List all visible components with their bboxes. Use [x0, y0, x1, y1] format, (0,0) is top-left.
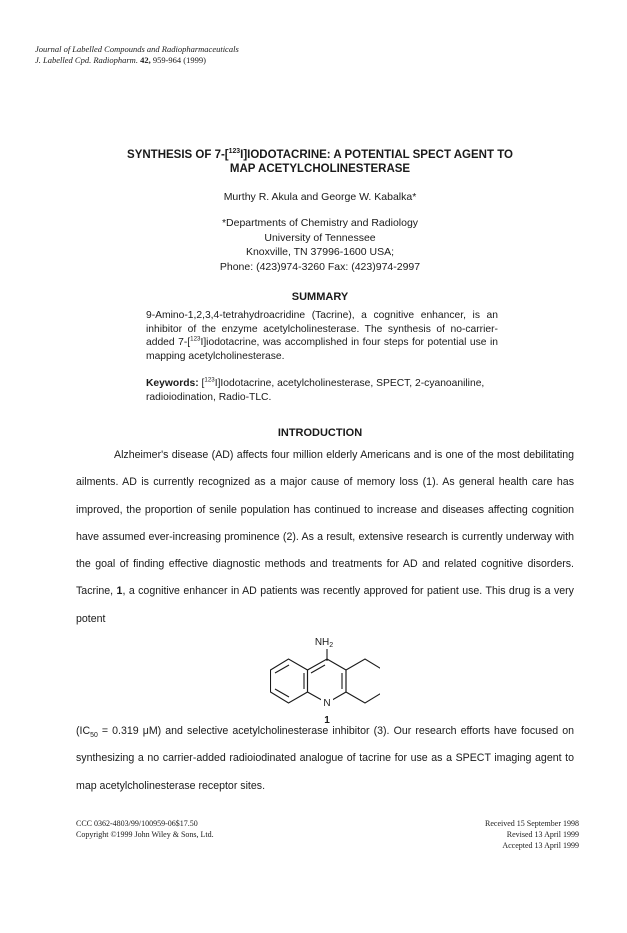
summary-isotope: 123	[190, 335, 201, 343]
footer-right	[485, 818, 579, 851]
nitrogen-label: N	[323, 698, 331, 709]
ccc-code: CCC 0362-4803/99/100959-06$17.50	[76, 819, 198, 828]
intro-paragraph-2	[76, 718, 574, 800]
title-line-1	[80, 148, 560, 162]
tacrine-structure	[270, 636, 380, 726]
summary-text-a: 9-Amino-1,2,3,4-tetrahydroacridine (Tacrine), a cognitive enhancer, is an inhibitor of the enzyme acetylcholinesterase. The synthesis of no-carrier-added 7-[	[146, 310, 498, 348]
journal-abbrev: J. Labelled Cpd. Radiopharm.	[35, 55, 138, 65]
compound-number: 1	[324, 715, 330, 726]
journal-volume: 42,	[140, 55, 151, 65]
received-date: Received 15 September 1998	[485, 819, 579, 828]
para1-text-a: Alzheimer's disease (AD) affects four million elderly Americans and is one of the most debilitating ailments. AD is currently recognized as a major cause of memory loss (1). As general health care has improved, the proportion of senile population has continued to increase and diseases affecting cognition have assumed ever-increasing prominence (2). As a result, extensive research is currently underway with the goal of finding effective diagnostic methods and treatments for AD and related cognitive disorders. Tacrine,	[76, 449, 574, 598]
journal-header	[35, 44, 239, 66]
footer-left	[76, 818, 214, 840]
copyright: Copyright ©1999 John Wiley & Sons, Ltd.	[76, 830, 214, 839]
journal-pages-year: 959-964 (1999)	[152, 55, 206, 65]
para2-text-b: = 0.319 μM) and selective acetylcholinesterase inhibitor (3). Our research efforts have focused on synthesizing a no carrier-added radioiodinated analogue of tacrine for use as a SPECT imaging agent to map acetylcholinesterase receptor sites.	[76, 725, 574, 792]
ic50-subscript: 50	[90, 732, 98, 740]
keywords-label: Keywords:	[146, 378, 199, 389]
summary-text	[146, 309, 498, 363]
title-line-2: MAP ACETYLCHOLINESTERASE	[229, 163, 411, 175]
ring-bonds	[271, 659, 381, 703]
title-prefix: SYNTHESIS OF 7-[	[127, 149, 229, 161]
summary-text-b: I]iodotacrine, was accomplished in four steps for potential use in mapping acetylcholinesterase.	[146, 337, 498, 362]
para2-text-a: (IC	[76, 725, 91, 737]
paper-title	[80, 148, 560, 176]
intro-paragraph-1	[76, 442, 574, 633]
compound-ref: 1	[116, 585, 123, 598]
introduction-heading: INTRODUCTION	[277, 427, 363, 439]
summary-heading: SUMMARY	[291, 291, 349, 303]
authors: Murthy R. Akula and George W. Kabalka*	[223, 191, 417, 203]
journal-name: Journal of Labelled Compounds and Radiopharmaceuticals	[35, 44, 239, 54]
para1-text-b: , a cognitive enhancer in AD patients was recently approved for patient use. This drug is a very potent	[76, 585, 574, 625]
affiliation-line: *Departments of Chemistry and Radiology	[221, 217, 419, 229]
revised-date: Revised 13 April 1999	[506, 830, 579, 839]
nh2-label: $NH_2$	[314, 637, 334, 649]
keywords-text: I]Iodotacrine, acetylcholinesterase, SPECT, 2-cyanoaniline, radioiodination, Radio-TLC.	[146, 378, 485, 403]
accepted-date: Accepted 13 April 1999	[502, 841, 579, 850]
affiliation-line: University of Tennessee	[264, 231, 376, 244]
title-rest: I]IODOTACRINE: A POTENTIAL SPECT AGENT TO	[240, 149, 513, 161]
keywords-isotope: 123	[204, 376, 215, 384]
keywords: Keywords: [$^{123}$I]Iodotacrine, acetylcholinesterase, SPECT, 2-cyanoaniline, radioiodination, Radio-TLC.	[146, 376, 485, 403]
journal-citation	[35, 55, 239, 66]
title-isotope: 123	[228, 148, 241, 156]
affiliation-line: Knoxville, TN 37996-1600 USA;	[245, 246, 395, 258]
affiliation-line: Phone: (423)974-3260 Fax: (423)974-2997	[219, 260, 421, 273]
affiliation	[80, 216, 560, 274]
